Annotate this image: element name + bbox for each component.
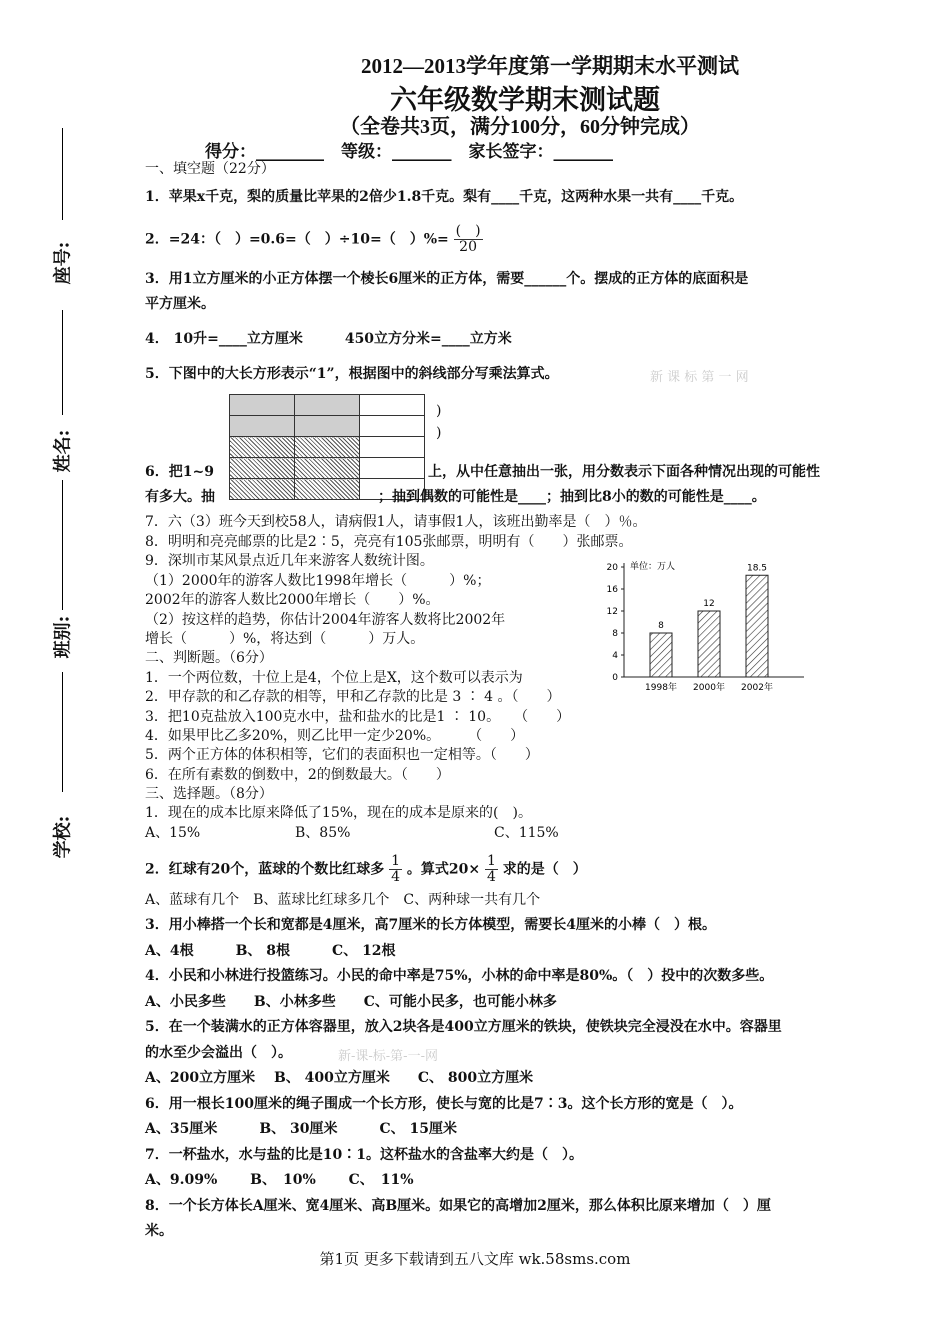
chart-y-tick-label: 16 xyxy=(606,585,618,595)
choice-options-7: A、9.09% B、 10% C、 11% xyxy=(145,1172,414,1188)
section2-heading: 二、判断题。（6分） xyxy=(145,650,273,666)
name-line-lower xyxy=(62,480,63,610)
question-1-6-line2a: 有多大。抽 xyxy=(145,489,215,505)
fraction-numerator: 1 xyxy=(487,853,496,869)
judgement-item: 1．一个两位数，十位上是4，个位上是X，这个数可以表示为 xyxy=(145,670,523,686)
seat-line xyxy=(62,128,63,220)
judgement-item: 6．在所有素数的倒数中，2的倒数最大。（ ） xyxy=(145,767,450,783)
fraction-numerator: ( ) xyxy=(455,223,481,239)
question-1-9-1a: （1）2000年的游客人数比1998年增长（ ）%； xyxy=(145,573,491,589)
school-label: 学校: xyxy=(52,815,74,859)
question-1-7: 7．六（3）班今天到校58人，请病假1人，请事假1人，该班出勤率是（ ）％。 xyxy=(145,514,647,530)
exam-title: 六年级数学期末测试题 xyxy=(390,85,660,115)
question-1-4: 4． 10升=____立方厘米 450立方分米=____立方米 xyxy=(145,331,512,347)
visitor-bar-chart xyxy=(596,555,816,700)
fraction-one-quarter xyxy=(389,854,402,885)
seat-label: 座号: xyxy=(52,241,74,285)
question-1-2-text: 2．=24：（ ）=0.6=（ ）÷10=（ ）%= xyxy=(145,231,449,248)
question-1-3-line1: 3．用1立方厘米的小正方体摆一个棱长6厘米的正方体，需要______个。摆成的正方体的底面积是 xyxy=(145,271,749,287)
question-1-2 xyxy=(145,224,483,255)
fraction-denominator: 4 xyxy=(391,869,401,885)
judgement-item: 4．如果甲比乙多20%，则乙比甲一定少20%。 （ ） xyxy=(145,728,525,744)
chart-bar xyxy=(746,575,768,677)
score-line: 得分：________ 等级：_______ 家长签字：_______ xyxy=(205,142,613,162)
class-label: 班别: xyxy=(52,615,74,659)
exam-subtitle: （全卷共3页，满分100分，60分钟完成） xyxy=(340,116,700,138)
fraction-denominator: 20 xyxy=(459,239,477,255)
choice-question-6: 6．用一根长100厘米的绳子围成一个长方形，使长与宽的比是7∶3。这个长方形的宽是（ ）。 xyxy=(145,1096,743,1112)
name-label: 姓名: xyxy=(52,429,74,473)
chart-y-tick-label: 0 xyxy=(612,673,618,683)
choice-option: A、15% xyxy=(145,825,201,841)
choice-options-5: A、200立方厘米 B、 400立方厘米 C、 800立方厘米 xyxy=(145,1070,534,1086)
watermark-2: 新-课-标-第-一-网 xyxy=(338,1049,438,1064)
choice-question-2-c: 求的是（ ） xyxy=(502,861,587,878)
choice-options-4: A、小民多些 B、小林多些 C、可能小民多，也可能小林多 xyxy=(145,994,557,1010)
chart-data-label: 12 xyxy=(703,599,715,609)
question-1-9-2b: 增长（ ）%，将达到（ ）万人。 xyxy=(145,631,425,647)
choice-question-7: 7．一杯盐水，水与盐的比是10∶1。这杯盐水的含盐率大约是（ ）。 xyxy=(145,1147,583,1163)
section3-heading: 三、选择题。（8分） xyxy=(145,786,273,802)
chart-y-tick-label: 8 xyxy=(612,629,618,639)
judgement-item: 5．两个正方体的体积相等，它们的表面积也一定相等。（ ） xyxy=(145,747,539,763)
choice-question-4: 4．小民和小林进行投篮练习。小民的命中率是75%，小林的命中率是80%。（ ）投中的次数多些。 xyxy=(145,968,774,984)
chart-bar xyxy=(650,633,672,677)
judgement-item: 3．把10克盐放入100克水中，盐和盐水的比是1 ∶ 10。 （ ） xyxy=(145,709,571,725)
chart-y-tick-label: 12 xyxy=(606,607,618,617)
answer-paren-2: ) xyxy=(436,425,442,441)
choice-question-8-line2: 米。 xyxy=(145,1223,173,1239)
question-1-9-2a: （2）按这样的趋势，你估计2004年游客人数将比2002年 xyxy=(145,612,506,628)
choice-option: C、115% xyxy=(494,825,559,841)
choice-question-8-line1: 8．一个长方体长A厘米、宽4厘米、高B厘米。如果它的高增加2厘米，那么体积比原来增加（ ）厘 xyxy=(145,1198,771,1214)
chart-category-label: 2000年 xyxy=(693,683,725,693)
choice-question-2 xyxy=(145,854,587,885)
question-1-9-1b: 2002年的游客人数比2000年增长（ ）%。 xyxy=(145,592,440,608)
name-line xyxy=(62,310,63,415)
chart-category-label: 1998年 xyxy=(645,683,677,693)
chart-bar xyxy=(698,611,720,677)
question-1-6-line2b: ；抽到偶数的可能性是____；抽到比8小的数的可能性是____。 xyxy=(378,489,766,505)
choice-question-2-b: 。算式20× xyxy=(406,861,481,878)
chart-y-tick-label: 20 xyxy=(606,563,618,573)
judgement-item: 2．甲存款的和乙存款的相等，甲和乙存款的比是 3 ∶ 4 。（ ） xyxy=(145,689,561,705)
section1-heading: 一、填空题（22分） xyxy=(145,161,275,177)
question-1-8: 8．明明和亮亮邮票的比是2∶5，亮亮有105张邮票，明明有（ ）张邮票。 xyxy=(145,534,633,550)
fraction-denominator: 4 xyxy=(487,869,496,885)
choice-question-5-line1: 5．在一个装满水的正方体容器里，放入2块各是400立方厘米的铁块，使铁块完全浸没在水中。容器里 xyxy=(145,1019,782,1035)
watermark-1: 新 课 标 第 一 网 xyxy=(650,370,749,385)
question-1-5: 5．下图中的大长方形表示“1”，根据图中的斜线部分写乘法算式。 xyxy=(145,366,559,382)
chart-data-label: 8 xyxy=(658,621,664,631)
choice-question-3: 3．用小棒搭一个长和宽都是4厘米，高7厘米的长方体模型，需要长4厘米的小棒（ ）根。 xyxy=(145,917,716,933)
choice-question-2-a: 2．红球有20个，蓝球的个数比红球多 xyxy=(145,861,385,878)
question-1-3-line2: 平方厘米。 xyxy=(145,296,215,312)
choice-option: B、85% xyxy=(295,825,351,841)
answer-paren-1: ) xyxy=(436,403,442,419)
choice-options-6: A、35厘米 B、 30厘米 C、 15厘米 xyxy=(145,1121,458,1137)
choice-question-1: 1．现在的成本比原来降低了15%，现在的成本是原来的( )。 xyxy=(145,805,532,821)
question-1-1: 1．苹果x千克，梨的质量比苹果的2倍少1.8千克。梨有____千克，这两种水果一共有____千克。 xyxy=(145,189,744,205)
chart-data-label: 18.5 xyxy=(746,563,768,574)
chart-category-label: 2002年 xyxy=(741,683,773,693)
class-line xyxy=(62,672,63,792)
fraction-numerator: 1 xyxy=(391,853,401,869)
choice-options-2: A、蓝球有几个 B、蓝球比红球多几个 C、两种球一共有几个 xyxy=(145,892,541,908)
fraction-one-quarter xyxy=(485,854,498,885)
chart-unit-label: 单位：万人 xyxy=(630,562,676,572)
choice-options-3: A、4根 B、 8根 C、 12根 xyxy=(145,943,396,959)
page-footer: 第1页 更多下载请到五八文库 wk.58sms.com xyxy=(319,1250,631,1268)
question-1-6-part1: 6．把1~9 xyxy=(145,464,214,480)
question-1-2-fraction xyxy=(454,224,483,255)
question-1-6-part2: 上，从中任意抽出一张，用分数表示下面各种情况出现的可能性 xyxy=(428,464,820,480)
choice-question-5-line2: 的水至少会溢出（ ）。 xyxy=(145,1045,292,1061)
question-1-9: 9．深圳市某风景点近几年来游客人数统计图。 xyxy=(145,553,434,569)
chart-y-tick-label: 4 xyxy=(612,651,618,661)
exam-title-year: 2012—2013学年度第一学期期末水平测试 xyxy=(361,54,739,78)
fraction-grid xyxy=(229,394,425,500)
